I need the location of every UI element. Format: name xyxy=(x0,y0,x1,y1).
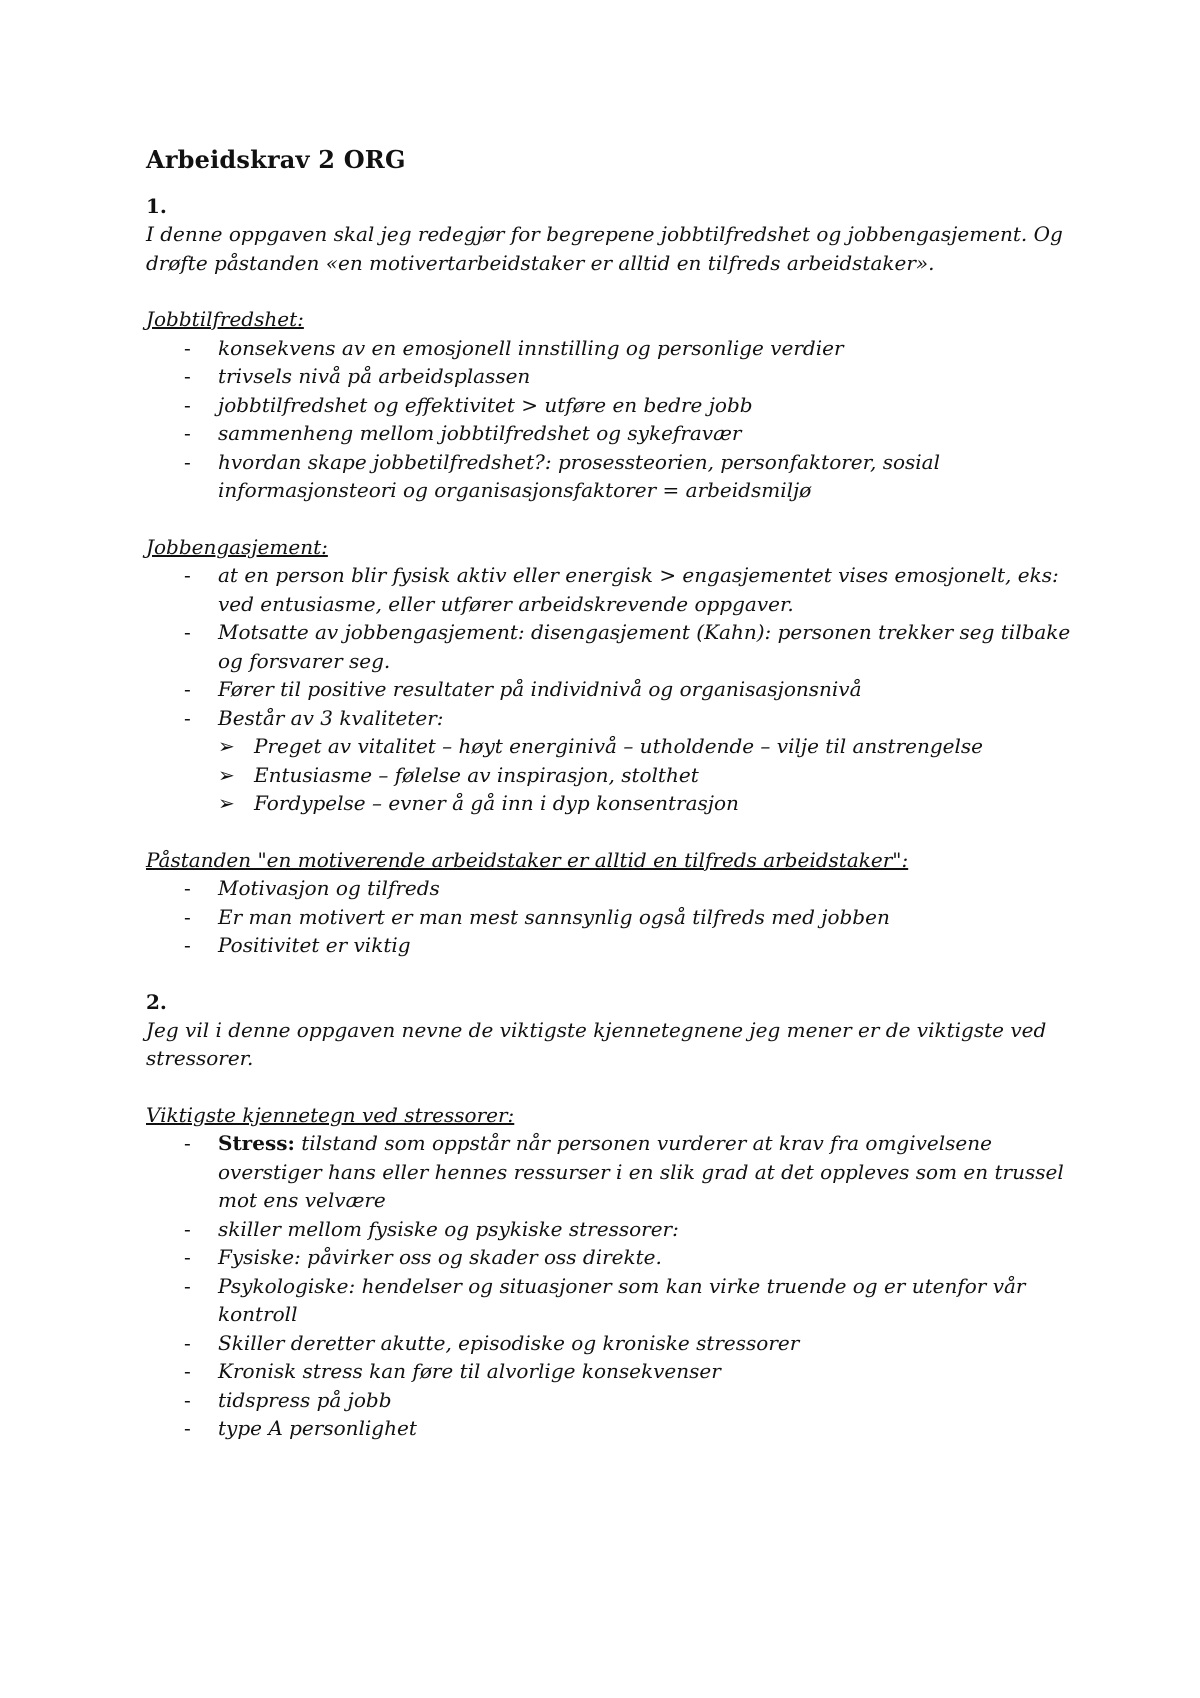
list-item xyxy=(146,1215,1076,1244)
dash-bullet: - xyxy=(184,1273,191,1298)
list-item xyxy=(146,1129,1076,1215)
list-item xyxy=(146,391,1076,420)
dash-bullet: - xyxy=(184,364,191,388)
list-item xyxy=(146,874,1076,903)
list-item-text: jobbtilfredshet og effektivitet > utføre en bedre jobb xyxy=(218,392,753,417)
subheading-jobbtilfredshet: Jobbtilfredshet: xyxy=(146,307,304,331)
dash-bullet: - xyxy=(184,677,191,701)
list-item xyxy=(146,1414,1076,1443)
dash-bullet: - xyxy=(184,335,191,360)
list-item xyxy=(218,761,1076,790)
list-item xyxy=(146,1386,1076,1415)
arrow-bullet-icon: ➢ xyxy=(218,762,235,787)
list-item-text: Positivitet er viktig xyxy=(218,933,411,957)
section-intro: I denne oppgaven skal jeg redegjør for begrepene jobbtilfredshet og jobbengasjement. Og drøfte påstanden «en motivertarbeidstaker er alltid en tilfreds arbeidstaker». xyxy=(146,222,1063,275)
dash-bullet: - xyxy=(184,421,191,445)
section-intro: Jeg vil i denne oppgaven nevne de viktigste kjennetegnene jeg mener er de viktigste ved stressorer. xyxy=(146,1017,1047,1070)
kjennetegn-list xyxy=(146,1129,1076,1443)
list-item xyxy=(146,334,1076,363)
list-item-text: skiller mellom fysiske og psykiske stressorer: xyxy=(218,1216,679,1241)
list-item-text: Fører til positive resultater på individnivå og organisasjonsnivå xyxy=(218,677,862,701)
dash-bullet: - xyxy=(184,620,191,644)
dash-bullet: - xyxy=(184,1330,191,1355)
dash-bullet: - xyxy=(184,1131,191,1155)
stress-term: Stress: xyxy=(218,1131,295,1155)
section-number: 1. xyxy=(146,194,167,218)
document-title: Arbeidskrav 2 ORG xyxy=(146,145,406,174)
list-item-text: Psykologiske: hendelser og situasjoner som kan virke truende og er utenfor vår kontroll xyxy=(218,1273,1026,1326)
dash-bullet: - xyxy=(184,705,191,730)
dash-bullet: - xyxy=(184,1245,191,1269)
arrow-bullet-icon: ➢ xyxy=(218,734,235,758)
jobbengasjement-list xyxy=(146,561,1076,818)
list-item-text: Fysiske: påvirker oss og skader oss direkte. xyxy=(218,1245,662,1269)
list-item-text: Skiller deretter akutte, episodiske og kroniske stressorer xyxy=(218,1330,800,1355)
list-item xyxy=(218,789,1076,818)
list-item xyxy=(146,1243,1076,1272)
list-item-text: konsekvens av en emosjonell innstilling og personlige verdier xyxy=(218,335,844,360)
list-item xyxy=(146,1357,1076,1386)
dash-bullet: - xyxy=(184,1387,191,1412)
subheading-pastanden: Påstanden "en motiverende arbeidstaker er alltid en tilfreds arbeidstaker": xyxy=(146,847,909,872)
list-item-text: Kronisk stress kan føre til alvorlige konsekvenser xyxy=(218,1359,721,1383)
list-item-text: Fordypelse – evner å gå inn i dyp konsentrasjon xyxy=(254,791,739,815)
list-item-text: trivsels nivå på arbeidsplassen xyxy=(218,364,531,388)
dash-bullet: - xyxy=(184,563,191,587)
list-item-text: tidspress på jobb xyxy=(218,1387,392,1412)
dash-bullet: - xyxy=(184,1359,191,1383)
qualities-list xyxy=(218,732,1076,818)
jobbtilfredshet-list xyxy=(146,334,1076,505)
arrow-bullet-icon: ➢ xyxy=(218,791,235,815)
list-item-text: Motivasjon og tilfreds xyxy=(218,876,440,900)
list-item xyxy=(146,903,1076,932)
dash-bullet: - xyxy=(184,933,191,957)
list-item-text: type A personlighet xyxy=(218,1416,417,1440)
list-item-text: tilstand som oppstår når personen vurderer at krav fra omgivelsene overstiger hans eller hennes ressurser i en slik grad at det oppleves som en trussel mot ens velvære xyxy=(218,1131,1064,1212)
list-item xyxy=(146,448,1076,505)
list-item-text: at en person blir fysisk aktiv eller energisk > engasjementet vises emosjonelt, eks: ved entusiasme, eller utfører arbeidskrevende oppgaver. xyxy=(218,563,1059,616)
dash-bullet: - xyxy=(184,876,191,900)
list-item-text: sammenheng mellom jobbtilfredshet og sykefravær xyxy=(218,421,742,445)
section-2 xyxy=(146,988,1076,1443)
list-item xyxy=(146,362,1076,391)
list-item xyxy=(146,561,1076,618)
list-item-text: Preget av vitalitet – høyt energinivå – utholdende – vilje til anstrengelse xyxy=(254,734,983,758)
list-item xyxy=(146,1272,1076,1329)
subheading-kjennetegn: Viktigste kjennetegn ved stressorer: xyxy=(146,1102,515,1127)
list-item-text: Motsatte av jobbengasjement: disengasjement (Kahn): personen trekker seg tilbake og forsvarer seg. xyxy=(218,620,1071,673)
list-item xyxy=(146,1329,1076,1358)
list-item xyxy=(218,732,1076,761)
section-1 xyxy=(146,192,1076,960)
dash-bullet: - xyxy=(184,449,191,474)
list-item-text: Er man motivert er man mest sannsynlig også tilfreds med jobben xyxy=(218,904,890,929)
list-item xyxy=(146,931,1076,960)
list-item xyxy=(146,704,1076,818)
list-item xyxy=(146,675,1076,704)
section-number: 2. xyxy=(146,989,167,1014)
list-item-text: Består av 3 kvaliteter: xyxy=(218,705,444,730)
dash-bullet: - xyxy=(184,1216,191,1241)
dash-bullet: - xyxy=(184,904,191,929)
document-page xyxy=(146,140,1076,1471)
list-item-text: hvordan skape jobbetilfredshet?: prosessteorien, personfaktorer, sosial informasjonsteori og organisasjonsfaktorer = arbeidsmiljø xyxy=(218,449,941,502)
dash-bullet: - xyxy=(184,392,191,417)
list-item xyxy=(146,618,1076,675)
pastanden-list xyxy=(146,874,1076,960)
list-item-text: Entusiasme – følelse av inspirasjon, stolthet xyxy=(254,762,699,787)
subheading-jobbengasjement: Jobbengasjement: xyxy=(146,534,328,559)
list-item xyxy=(146,419,1076,448)
dash-bullet: - xyxy=(184,1416,191,1440)
